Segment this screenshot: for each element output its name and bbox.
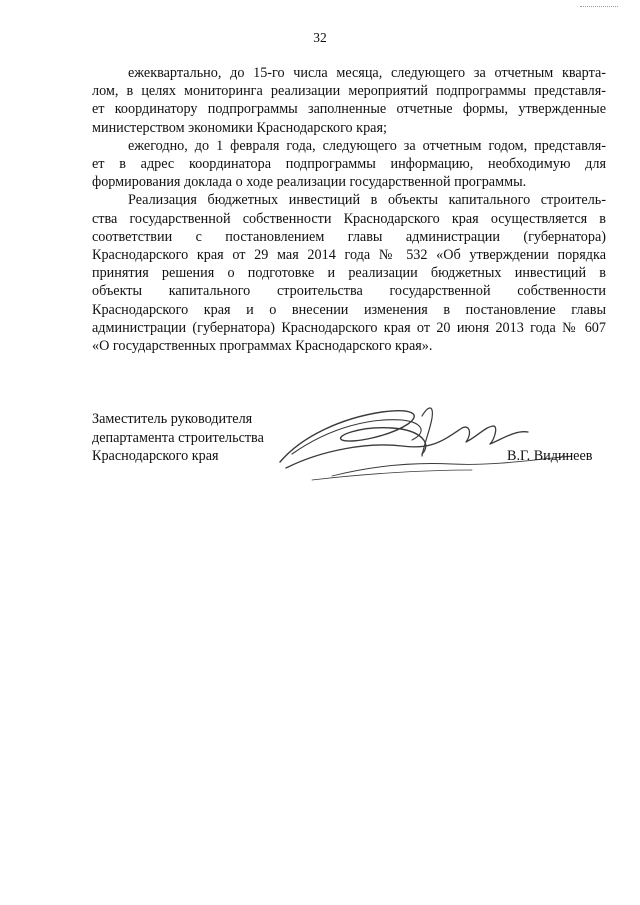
text-line: Краснодарского края и о внесении изменения в постановление главы [92, 301, 606, 318]
text-line: ежегодно, до 1 февраля года, следующего за отчетным годом, представля- [128, 137, 606, 154]
paragraph-annual-reporting [92, 137, 606, 192]
text-line: администрации (губернатора) Краснодарского края от 20 июня 2013 года № 607 [92, 319, 606, 336]
text-line: принятия решения о подготовке и реализации бюджетных инвестиций в [92, 265, 606, 282]
signer-position-line: Краснодарского края [92, 448, 219, 465]
text-line: объекты капитального строительства государственной собственности [92, 283, 606, 300]
text-line: ства государственной собственности Краснодарского края осуществляется в [92, 210, 606, 227]
text-line: соответствии с постановлением главы администрации (губернатора) [92, 228, 606, 245]
text-line: Реализация бюджетных инвестиций в объекты капитального строитель- [128, 192, 606, 209]
body-text [92, 64, 606, 355]
text-line: ет координатору подпрограммы заполненные отчетные формы, утвержденные [92, 101, 606, 118]
signer-position-line: департамента строительства [92, 429, 264, 446]
text-line: формирования доклада о ходе реализации государственной программы. [92, 174, 527, 191]
page-number: 32 [313, 30, 327, 45]
paragraph-budget-investments [92, 191, 606, 355]
text-line: ежеквартально, до 15-го числа месяца, следующего за отчетным кварта- [128, 65, 606, 81]
text-line: министерством экономики Краснодарского края; [92, 119, 387, 136]
scan-corner-mark [580, 6, 618, 7]
text-line: Краснодарского края от 29 мая 2014 года № 532 «Об утверждении порядка [92, 247, 606, 264]
text-line: ет в адрес координатора подпрограммы информацию, необходимую для [92, 156, 606, 173]
paragraph-quarterly-reporting [92, 64, 606, 137]
text-line: «О государственных программах Краснодарского края». [92, 338, 433, 355]
signature-block [92, 410, 606, 466]
text-line: лом, в целях мониторинга реализации мероприятий подпрограммы представля- [92, 83, 606, 100]
signer-name: В.Г. Видинеев [507, 448, 593, 464]
signer-position-line: Заместитель руководителя [92, 411, 253, 427]
handwritten-signature [272, 396, 592, 482]
